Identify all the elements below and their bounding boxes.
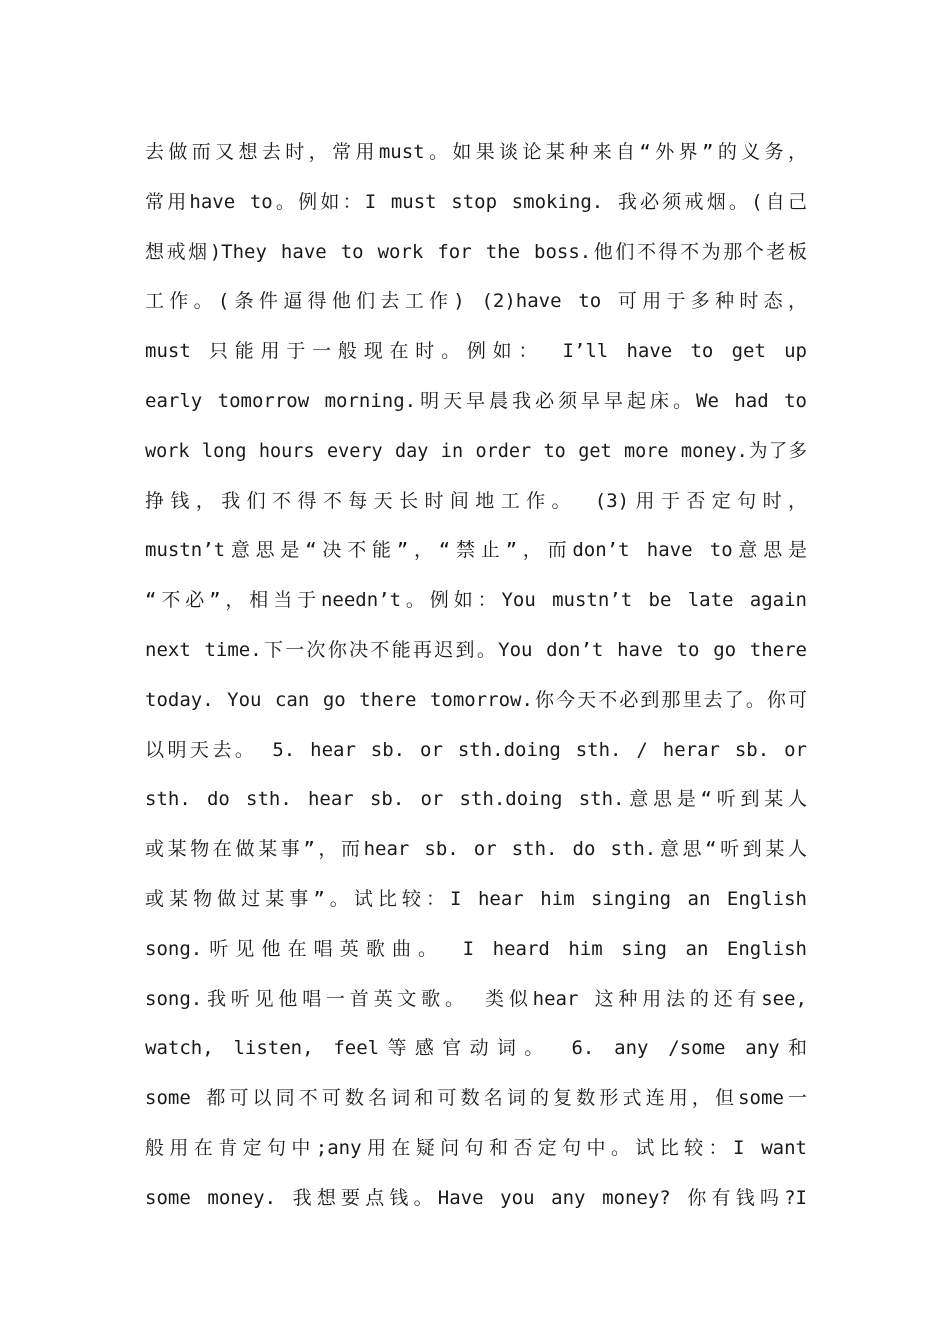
text-line: watch, listen, feel等感官动词。 6. any /some any和 [145, 1037, 807, 1060]
text-line: today. You can go there tomorrow.你今天不必到那里去了。你可 [145, 688, 807, 711]
text-line: early tomorrow morning.明天早晨我必须早早起床。We had to [145, 389, 807, 412]
text-line: 常用have to。例如：I must stop smoking. 我必须戒烟。(自己 [145, 190, 807, 213]
text-line: 或某物在做某事”，而hear sb. or sth. do sth.意思“听到某人 [145, 838, 807, 861]
text-line: 去做而又想去时，常用must。如果谈论某种来自“外界”的义务， [145, 141, 807, 163]
text-line: 以明天去。 5. hear sb. or sth.doing sth. / herar sb. or [145, 738, 807, 761]
text-line: next time.下一次你决不能再迟到。You don’t have to go there [145, 638, 807, 661]
text-line: mustn’t意思是“决不能”，“禁止”，而don’t have to意思是 [145, 539, 807, 562]
text-line: 挣钱，我们不得不每天长时间地工作。 (3)用于否定句时， [145, 489, 807, 512]
text-line: some money. 我想要点钱。Have you any money? 你有钱吗?I [145, 1186, 807, 1209]
text-line: sth. do sth. hear sb. or sth.doing sth.意思是“听到某人 [145, 788, 807, 811]
text-line: work long hours every day in order to get more money.为了多 [145, 440, 807, 462]
text-line: 或某物做过某事”。试比较：I hear him singing an English [145, 887, 807, 910]
text-line: song.我听见他唱一首英文歌。 类似hear 这种用法的还有see, [145, 987, 807, 1010]
body-text [145, 128, 807, 1224]
text-line: some 都可以同不可数名词和可数名词的复数形式连用，但some一 [145, 1087, 807, 1110]
text-line: song.听见他在唱英歌曲。 I heard him sing an English [145, 937, 807, 960]
text-line: 想戒烟)They have to work for the boss.他们不得不为那个老板 [145, 240, 807, 263]
text-line: “不必”，相当于needn’t。例如：You mustn’t be late again [145, 589, 807, 612]
text-line: 般用在肯定句中;any用在疑问句和否定句中。试比较：I want [145, 1136, 807, 1159]
text-line: 工作。(条件逼得他们去工作) (2)have to 可用于多种时态， [145, 290, 807, 313]
text-line: must 只能用于一般现在时。例如： I’ll have to get up [145, 340, 807, 363]
